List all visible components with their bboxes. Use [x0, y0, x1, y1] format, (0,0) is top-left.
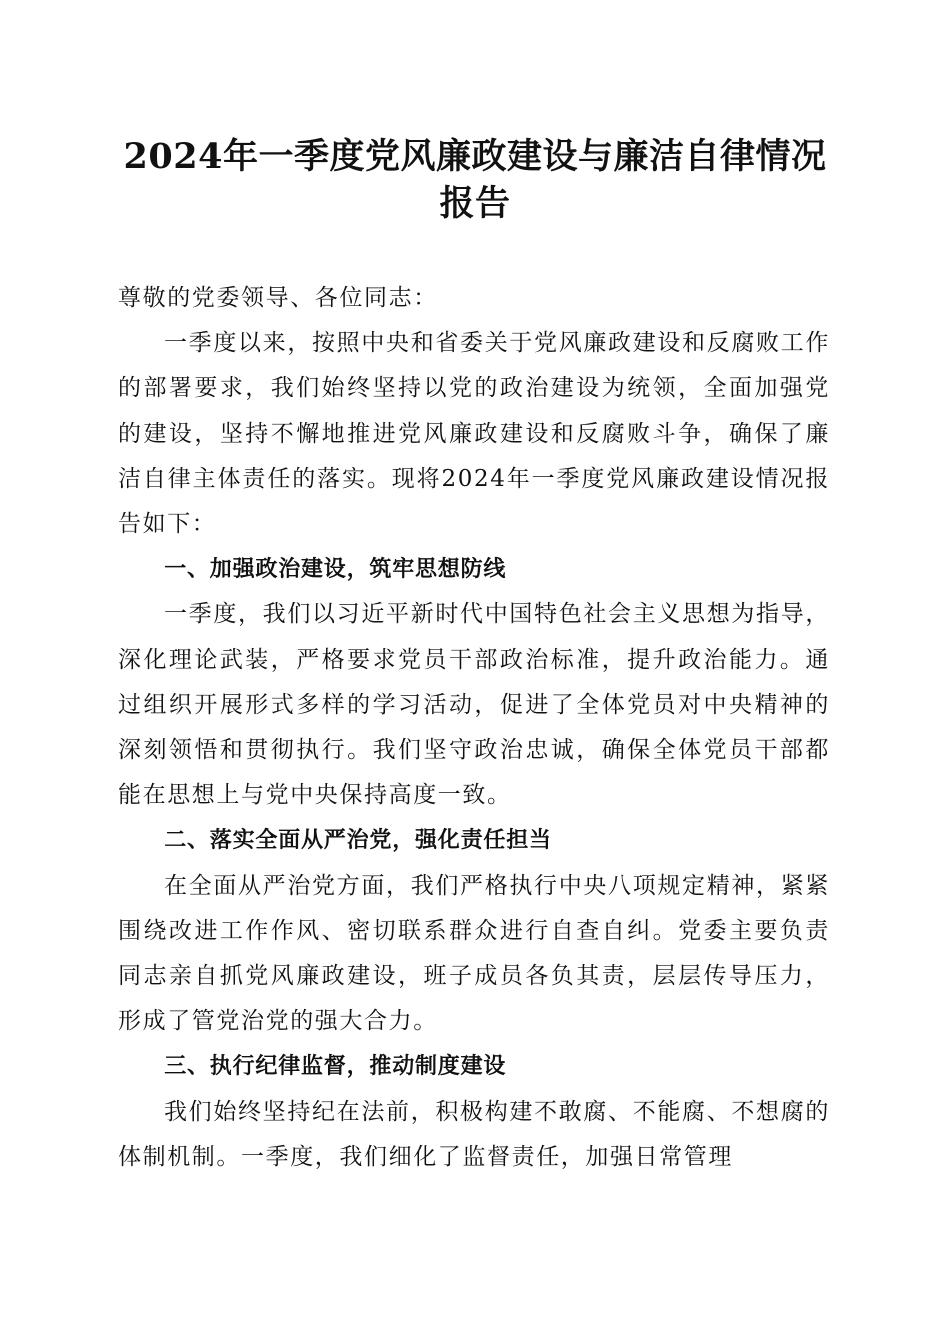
- section-paragraph-3: 我们始终坚持纪在法前，积极构建不敢腐、不能腐、不想腐的体制机制。一季度，我们细化了监督责任，加强日常管理: [118, 1098, 830, 1170]
- document-body: [118, 276, 830, 1180]
- document-title: [110, 133, 840, 227]
- section-heading-1: 一、加强政治建设，筑牢思想防线: [164, 557, 507, 583]
- title-line-1: 2024年一季度党风廉政建设与廉洁自律情况: [123, 136, 827, 177]
- section-heading-3: 三、执行纪律监督，推动制度建设: [164, 1054, 507, 1080]
- section-heading-2: 二、落实全面从严治党，强化责任担当: [164, 828, 552, 854]
- intro-paragraph: 一季度以来，按照中央和省委关于党风廉政建设和反腐败工作的部署要求，我们始终坚持以党的政治建设为统领，全面加强党的建设，坚持不懈地推进党风廉政建设和反腐败斗争，确保了廉洁自律主体责任的落实。现将2024年一季度党风廉政建设情况报告如下：: [118, 330, 830, 538]
- section-paragraph-2: 在全面从严治党方面，我们严格执行中央八项规定精神，紧紧围绕改进工作作风、密切联系群众进行自查自纠。党委主要负责同志亲自抓党风廉政建设，班子成员各负其责，层层传导压力，形成了管党治党的强大合力。: [118, 872, 830, 1035]
- title-line-2: 报告: [439, 183, 511, 224]
- salutation: 尊敬的党委领导、各位同志：: [118, 285, 438, 311]
- section-paragraph-1: 一季度，我们以习近平新时代中国特色社会主义思想为指导，深化理论武装，严格要求党员干部政治标准，提升政治能力。通过组织开展形式多样的学习活动，促进了全体党员对中央精神的深刻领悟和贯彻执行。我们坚守政治忠诚，确保全体党员干部都能在思想上与党中央保持高度一致。: [118, 601, 830, 809]
